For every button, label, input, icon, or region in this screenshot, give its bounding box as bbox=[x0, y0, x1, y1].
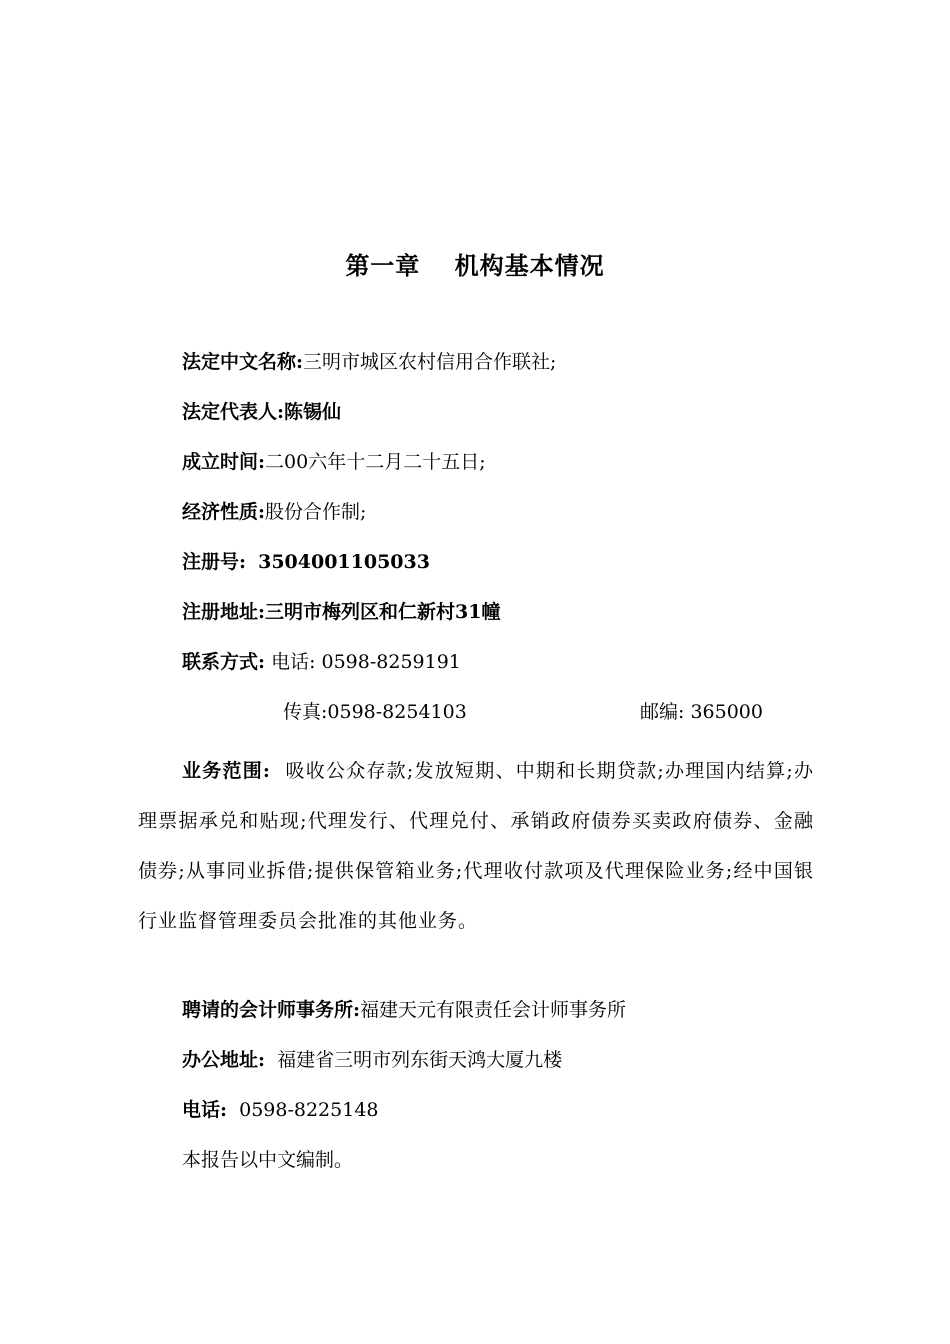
reg-address-label: 注册地址: bbox=[182, 601, 266, 623]
auditor-label: 聘请的会计师事务所: bbox=[182, 999, 361, 1021]
business-scope-label: 业务范围: bbox=[182, 760, 271, 782]
founded-line bbox=[182, 447, 486, 477]
nature-line bbox=[182, 497, 366, 527]
auditor-line bbox=[182, 995, 626, 1025]
contact-line bbox=[182, 647, 461, 677]
contact-label: 联系方式: bbox=[182, 651, 266, 673]
legal-rep-value: 陈锡仙 bbox=[284, 401, 342, 423]
language-note: 本报告以中文编制。 bbox=[182, 1149, 354, 1171]
reg-no-value: 3504001105033 bbox=[258, 551, 430, 573]
reg-address-line bbox=[182, 597, 500, 627]
zip-value: 365000 bbox=[690, 701, 763, 723]
business-scope-paragraph bbox=[138, 746, 814, 946]
nature-label: 经济性质: bbox=[182, 501, 266, 523]
office-address-value: 福建省三明市列东街天鸿大厦九楼 bbox=[277, 1049, 563, 1071]
legal-name-label: 法定中文名称: bbox=[182, 351, 304, 373]
phone-value: 0598-8225148 bbox=[239, 1099, 379, 1121]
zip-line bbox=[640, 697, 763, 727]
fax-line bbox=[283, 697, 467, 727]
business-scope-value: 吸收公众存款;发放短期、中期和长期贷款;办理国内结算;办理票据承兑和贴现;代理发行、代理兑付、承销政府债券买卖政府债券、金融债券;从事同业拆借;提供保管箱业务;代理收付款项及代理保险业务;经中国银行业监督管理委员会批准的其他业务。 bbox=[138, 760, 814, 932]
office-address-line bbox=[182, 1045, 562, 1075]
auditor-value: 福建天元有限责任会计师事务所 bbox=[360, 999, 627, 1021]
reg-address-value: 三明市梅列区和仁新村31幢 bbox=[265, 601, 501, 623]
legal-rep-label: 法定代表人: bbox=[182, 401, 285, 423]
reg-no-line bbox=[182, 547, 430, 577]
legal-name-value: 三明市城区农村信用合作联社; bbox=[303, 351, 557, 373]
phone-label: 电话: bbox=[182, 1099, 228, 1121]
office-address-label: 办公地址: bbox=[182, 1049, 266, 1071]
legal-rep-line bbox=[182, 397, 341, 427]
fax-label: 传真: bbox=[283, 701, 328, 723]
contact-value: 电话: 0598-8259191 bbox=[271, 651, 461, 673]
founded-label: 成立时间: bbox=[182, 451, 266, 473]
nature-value: 股份合作制; bbox=[265, 501, 367, 523]
phone-line bbox=[182, 1095, 379, 1125]
legal-name-line bbox=[182, 347, 556, 377]
chapter-title: 第一章 机构基本情况 bbox=[345, 251, 605, 280]
fax-value: 0598-8254103 bbox=[327, 701, 467, 723]
founded-value: 二00六年十二月二十五日; bbox=[265, 451, 486, 473]
zip-label: 邮编: bbox=[640, 701, 685, 723]
reg-no-label: 注册号: bbox=[182, 551, 247, 573]
